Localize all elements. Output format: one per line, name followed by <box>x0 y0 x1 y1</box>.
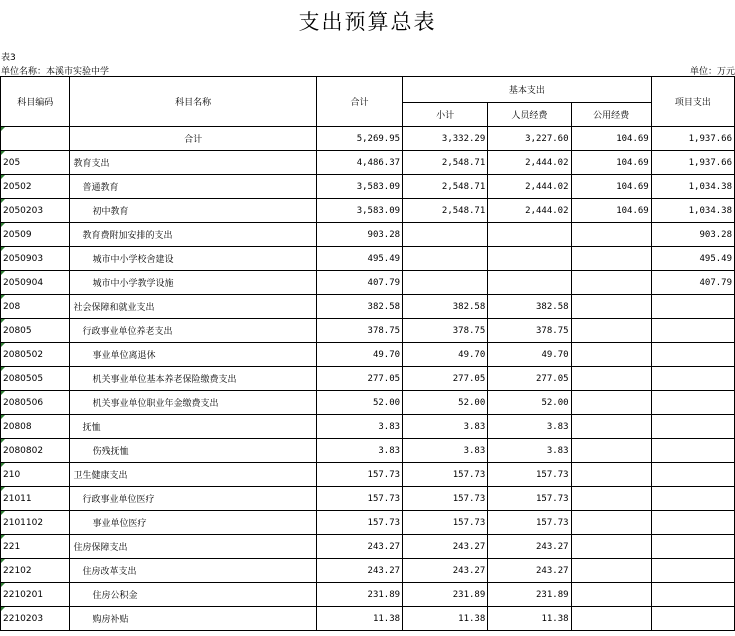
cell-name: 普通教育 <box>70 175 316 199</box>
cell-total: 243.27 <box>316 559 402 583</box>
cell-subtotal: 157.73 <box>403 487 488 511</box>
cell-public <box>571 367 651 391</box>
cell-subtotal: 157.73 <box>403 463 488 487</box>
cell-name: 合计 <box>70 127 316 151</box>
header-personnel: 人员经费 <box>488 103 571 127</box>
cell-name: 事业单位离退休 <box>70 343 316 367</box>
cell-personnel: 2,444.02 <box>488 175 571 199</box>
table-row <box>1 199 735 223</box>
cell-project <box>651 295 734 319</box>
cell-personnel: 52.00 <box>488 391 571 415</box>
cell-subtotal: 3.83 <box>403 439 488 463</box>
cell-name: 机关事业单位职业年金缴费支出 <box>70 391 316 415</box>
cell-code: 21011 <box>1 487 70 511</box>
cell-subtotal: 2,548.71 <box>403 175 488 199</box>
cell-personnel: 2,444.02 <box>488 199 571 223</box>
cell-project <box>651 607 734 631</box>
cell-code: 2050904 <box>1 271 70 295</box>
cell-public <box>571 319 651 343</box>
cell-project <box>651 583 734 607</box>
cell-personnel <box>488 223 571 247</box>
cell-project <box>651 535 734 559</box>
cell-personnel <box>488 271 571 295</box>
cell-project <box>651 439 734 463</box>
cell-public <box>571 607 651 631</box>
table-row <box>1 151 735 175</box>
cell-public <box>571 583 651 607</box>
cell-total: 3,583.09 <box>316 175 402 199</box>
table-row <box>1 583 735 607</box>
table-number: 表3 <box>1 53 16 63</box>
cell-personnel: 49.70 <box>488 343 571 367</box>
cell-project <box>651 319 734 343</box>
cell-name: 教育支出 <box>70 151 316 175</box>
cell-project: 1,937.66 <box>651 151 734 175</box>
header-name: 科目名称 <box>70 77 316 127</box>
table-row <box>1 223 735 247</box>
cell-personnel: 157.73 <box>488 511 571 535</box>
cell-total: 157.73 <box>316 511 402 535</box>
cell-total: 407.79 <box>316 271 402 295</box>
cell-public <box>571 271 651 295</box>
cell-public <box>571 247 651 271</box>
cell-subtotal <box>403 223 488 247</box>
table-row <box>1 391 735 415</box>
cell-name: 卫生健康支出 <box>70 463 316 487</box>
header-public: 公用经费 <box>571 103 651 127</box>
cell-public <box>571 535 651 559</box>
cell-name: 城市中小学教学设施 <box>70 271 316 295</box>
unit-name: 单位名称：本溪市实验中学 <box>1 67 110 77</box>
cell-project <box>651 487 734 511</box>
cell-code: 205 <box>1 151 70 175</box>
cell-subtotal: 277.05 <box>403 367 488 391</box>
cell-personnel: 3.83 <box>488 415 571 439</box>
cell-personnel: 157.73 <box>488 487 571 511</box>
cell-total: 4,486.37 <box>316 151 402 175</box>
cell-name: 住房保障支出 <box>70 535 316 559</box>
cell-public <box>571 295 651 319</box>
cell-code: 208 <box>1 295 70 319</box>
cell-code: 2101102 <box>1 511 70 535</box>
cell-project <box>651 415 734 439</box>
table-row <box>1 319 735 343</box>
cell-code: 2080502 <box>1 343 70 367</box>
cell-personnel: 11.38 <box>488 607 571 631</box>
table-row <box>1 295 735 319</box>
unit-label: 单位：万元 <box>689 67 735 77</box>
cell-total: 52.00 <box>316 391 402 415</box>
cell-public <box>571 391 651 415</box>
cell-project <box>651 559 734 583</box>
cell-subtotal: 243.27 <box>403 535 488 559</box>
cell-project: 1,034.38 <box>651 199 734 223</box>
cell-subtotal: 11.38 <box>403 607 488 631</box>
cell-code: 2080802 <box>1 439 70 463</box>
cell-personnel: 2,444.02 <box>488 151 571 175</box>
table-row <box>1 559 735 583</box>
table-body <box>1 127 735 631</box>
cell-name: 住房改革支出 <box>70 559 316 583</box>
cell-public <box>571 463 651 487</box>
cell-public <box>571 511 651 535</box>
cell-code: 20502 <box>1 175 70 199</box>
table-row <box>1 535 735 559</box>
table-row <box>1 247 735 271</box>
cell-personnel: 243.27 <box>488 535 571 559</box>
cell-public: 104.69 <box>571 127 651 151</box>
header-project: 项目支出 <box>651 77 734 127</box>
cell-personnel: 3.83 <box>488 439 571 463</box>
cell-subtotal: 52.00 <box>403 391 488 415</box>
cell-subtotal: 378.75 <box>403 319 488 343</box>
cell-code: 22102 <box>1 559 70 583</box>
cell-total: 382.58 <box>316 295 402 319</box>
header-subtotal: 小计 <box>403 103 488 127</box>
cell-subtotal: 2,548.71 <box>403 151 488 175</box>
cell-total: 277.05 <box>316 367 402 391</box>
cell-public <box>571 487 651 511</box>
cell-project: 1,034.38 <box>651 175 734 199</box>
cell-project: 407.79 <box>651 271 734 295</box>
cell-personnel: 3,227.60 <box>488 127 571 151</box>
cell-subtotal: 3.83 <box>403 415 488 439</box>
cell-total: 49.70 <box>316 343 402 367</box>
cell-code: 221 <box>1 535 70 559</box>
cell-public: 104.69 <box>571 199 651 223</box>
cell-personnel: 243.27 <box>488 559 571 583</box>
cell-public: 104.69 <box>571 175 651 199</box>
cell-name: 机关事业单位基本养老保险缴费支出 <box>70 367 316 391</box>
cell-subtotal: 157.73 <box>403 511 488 535</box>
cell-code: 2050203 <box>1 199 70 223</box>
cell-subtotal: 2,548.71 <box>403 199 488 223</box>
cell-name: 事业单位医疗 <box>70 511 316 535</box>
table-row <box>1 439 735 463</box>
cell-name: 行政事业单位医疗 <box>70 487 316 511</box>
cell-personnel <box>488 247 571 271</box>
cell-code: 2210201 <box>1 583 70 607</box>
cell-name: 抚恤 <box>70 415 316 439</box>
cell-subtotal: 49.70 <box>403 343 488 367</box>
cell-total: 157.73 <box>316 487 402 511</box>
cell-public <box>571 439 651 463</box>
cell-project <box>651 391 734 415</box>
header-basic: 基本支出 <box>403 77 652 103</box>
table-row <box>1 175 735 199</box>
budget-table <box>0 76 735 631</box>
cell-subtotal: 382.58 <box>403 295 488 319</box>
table-row <box>1 463 735 487</box>
cell-total: 3,583.09 <box>316 199 402 223</box>
header-code: 科目编码 <box>1 77 70 127</box>
cell-total: 5,269.95 <box>316 127 402 151</box>
cell-subtotal <box>403 247 488 271</box>
cell-code: 20808 <box>1 415 70 439</box>
cell-project: 903.28 <box>651 223 734 247</box>
table-row <box>1 127 735 151</box>
cell-code: 2050903 <box>1 247 70 271</box>
cell-code: 2080506 <box>1 391 70 415</box>
cell-public <box>571 559 651 583</box>
cell-project <box>651 463 734 487</box>
cell-personnel: 231.89 <box>488 583 571 607</box>
cell-name: 行政事业单位养老支出 <box>70 319 316 343</box>
cell-project: 495.49 <box>651 247 734 271</box>
cell-project <box>651 367 734 391</box>
cell-personnel: 378.75 <box>488 319 571 343</box>
cell-name: 城市中小学校舍建设 <box>70 247 316 271</box>
cell-code: 20805 <box>1 319 70 343</box>
cell-subtotal: 3,332.29 <box>403 127 488 151</box>
cell-subtotal <box>403 271 488 295</box>
cell-name: 住房公积金 <box>70 583 316 607</box>
cell-public: 104.69 <box>571 151 651 175</box>
header-total: 合计 <box>316 77 402 127</box>
cell-total: 3.83 <box>316 439 402 463</box>
cell-total: 3.83 <box>316 415 402 439</box>
cell-project <box>651 343 734 367</box>
cell-public <box>571 415 651 439</box>
cell-total: 231.89 <box>316 583 402 607</box>
cell-code: 2080505 <box>1 367 70 391</box>
cell-code: 20509 <box>1 223 70 247</box>
cell-name: 初中教育 <box>70 199 316 223</box>
cell-subtotal: 243.27 <box>403 559 488 583</box>
cell-project <box>651 511 734 535</box>
cell-code: 2210203 <box>1 607 70 631</box>
cell-total: 243.27 <box>316 535 402 559</box>
cell-total: 495.49 <box>316 247 402 271</box>
cell-total: 157.73 <box>316 463 402 487</box>
cell-name: 教育费附加安排的支出 <box>70 223 316 247</box>
cell-public <box>571 343 651 367</box>
cell-name: 购房补贴 <box>70 607 316 631</box>
cell-project: 1,937.66 <box>651 127 734 151</box>
cell-name: 伤残抚恤 <box>70 439 316 463</box>
table-row <box>1 271 735 295</box>
table-row <box>1 487 735 511</box>
cell-personnel: 277.05 <box>488 367 571 391</box>
cell-code: 210 <box>1 463 70 487</box>
table-row <box>1 343 735 367</box>
page-title: 支出预算总表 <box>298 10 437 34</box>
cell-code <box>1 127 70 151</box>
cell-name: 社会保障和就业支出 <box>70 295 316 319</box>
cell-public <box>571 223 651 247</box>
cell-personnel: 157.73 <box>488 463 571 487</box>
table-row <box>1 415 735 439</box>
table-row <box>1 607 735 631</box>
table-row <box>1 511 735 535</box>
cell-total: 11.38 <box>316 607 402 631</box>
cell-subtotal: 231.89 <box>403 583 488 607</box>
cell-personnel: 382.58 <box>488 295 571 319</box>
table-row <box>1 367 735 391</box>
cell-total: 903.28 <box>316 223 402 247</box>
cell-total: 378.75 <box>316 319 402 343</box>
